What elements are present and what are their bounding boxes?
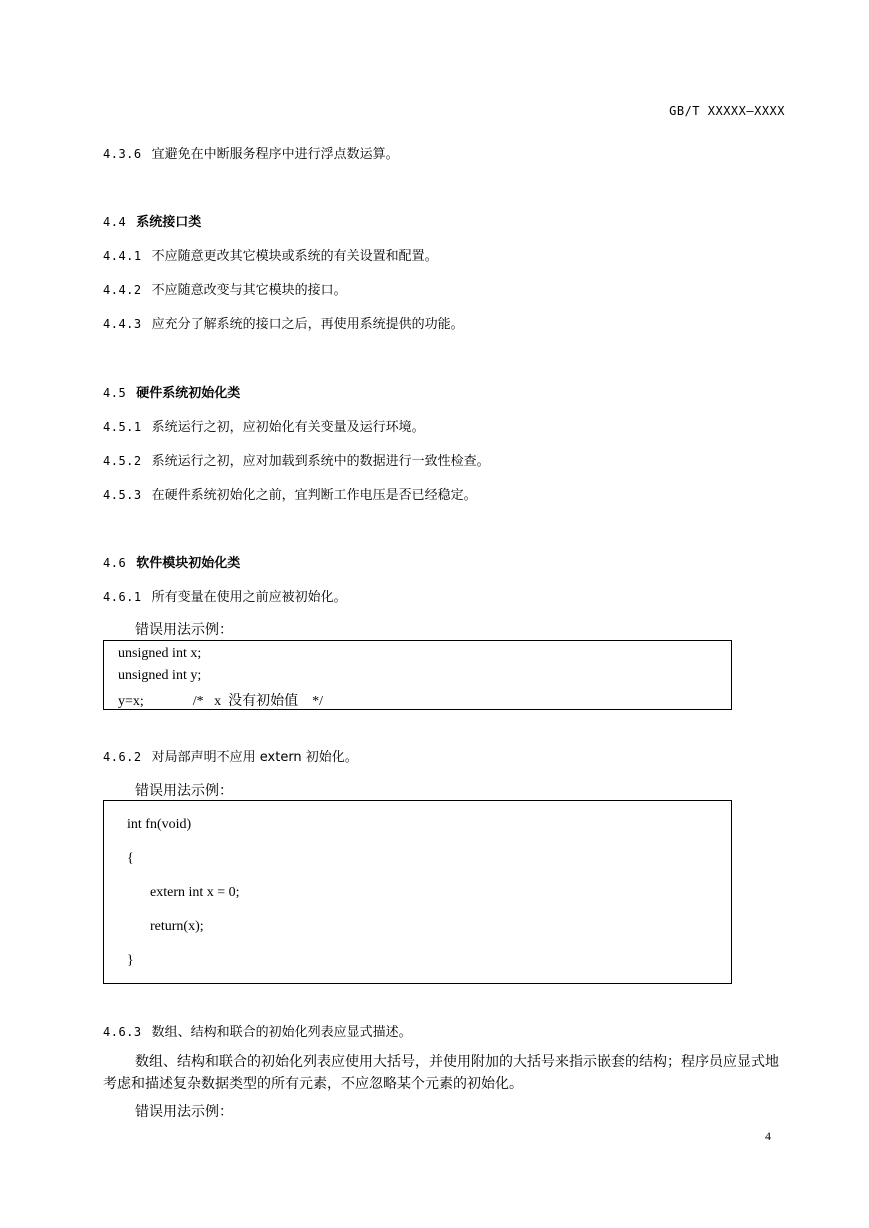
clause-number: 4.6.2 xyxy=(103,750,142,764)
clause-4-6-2 xyxy=(103,746,358,765)
code-line: extern int x = 0; xyxy=(150,885,240,900)
clause-text: 在硬件系统初始化之前，宜判断工作电压是否已经稳定。 xyxy=(151,488,477,503)
clause-4-3-6 xyxy=(103,143,399,162)
clause-4-6-3 xyxy=(103,1021,412,1040)
section-number: 4.5 xyxy=(103,386,127,400)
section-title: 软件模块初始化类 xyxy=(136,556,241,571)
clause-text: 不应随意改变与其它模块的接口。 xyxy=(151,283,347,298)
clause-4-4-3 xyxy=(103,313,464,332)
clause-text: 系统运行之初，应对加载到系统中的数据进行一致性检查。 xyxy=(151,454,490,469)
clause-number: 4.4.1 xyxy=(103,249,142,263)
clause-number: 4.5.3 xyxy=(103,488,142,502)
clause-number: 4.6.1 xyxy=(103,590,142,604)
clause-number: 4.3.6 xyxy=(103,147,142,161)
body-paragraph: 数组、结构和联合的初始化列表应使用大括号，并使用附加的大括号来指示嵌套的结构；程序员应显式地考虑和描述复杂数据类型的所有元素，不应忽略某个元素的初始化。 xyxy=(103,1055,779,1092)
clause-4-5-1 xyxy=(103,416,425,435)
document-code-header: GB/T XXXXX—XXXX xyxy=(669,104,785,118)
clause-text: 系统运行之初，应初始化有关变量及运行环境。 xyxy=(151,420,425,435)
clause-text: 应充分了解系统的接口之后，再使用系统提供的功能。 xyxy=(151,317,464,332)
clause-text: 不应随意更改其它模块或系统的有关设置和配置。 xyxy=(151,249,438,264)
clause-4-6-1 xyxy=(103,586,347,605)
clause-4-5-3 xyxy=(103,484,477,503)
clause-4-4-1 xyxy=(103,245,438,264)
clause-4-5-2 xyxy=(103,450,490,469)
clause-number: 4.6.3 xyxy=(103,1025,142,1039)
code-line: } xyxy=(127,953,134,968)
section-number: 4.4 xyxy=(103,215,127,229)
code-line: return(x); xyxy=(150,919,204,934)
clause-text: 宜避免在中断服务程序中进行浮点数运算。 xyxy=(151,147,399,162)
section-title: 硬件系统初始化类 xyxy=(136,386,241,401)
clause-number: 4.5.1 xyxy=(103,420,142,434)
section-heading-4-5 xyxy=(103,382,240,401)
example-label: 错误用法示例： xyxy=(135,784,233,799)
code-line: int fn(void) xyxy=(127,817,192,832)
clause-number: 4.4.2 xyxy=(103,283,142,297)
clause-number: 4.5.2 xyxy=(103,454,142,468)
example-label: 错误用法示例： xyxy=(135,623,233,638)
code-line: unsigned int y; xyxy=(118,668,202,683)
section-heading-4-4 xyxy=(103,211,201,230)
code-line: { xyxy=(127,851,134,866)
clause-4-4-2 xyxy=(103,279,347,298)
section-title: 系统接口类 xyxy=(136,215,202,230)
code-line: unsigned int x; xyxy=(118,646,202,661)
clause-number: 4.4.3 xyxy=(103,317,142,331)
code-line: y=x; /* x 没有初始值 */ xyxy=(118,694,324,709)
page-number: 4 xyxy=(765,1129,771,1143)
clause-text: 对局部声明不应用 extern 初始化。 xyxy=(151,750,358,765)
section-heading-4-6 xyxy=(103,552,240,571)
code-example-box-2 xyxy=(103,800,732,984)
code-example-box-1 xyxy=(103,640,732,710)
clause-text: 所有变量在使用之前应被初始化。 xyxy=(151,590,347,605)
example-label: 错误用法示例： xyxy=(135,1105,233,1120)
clause-text: 数组、结构和联合的初始化列表应显式描述。 xyxy=(151,1025,412,1040)
section-number: 4.6 xyxy=(103,556,127,570)
